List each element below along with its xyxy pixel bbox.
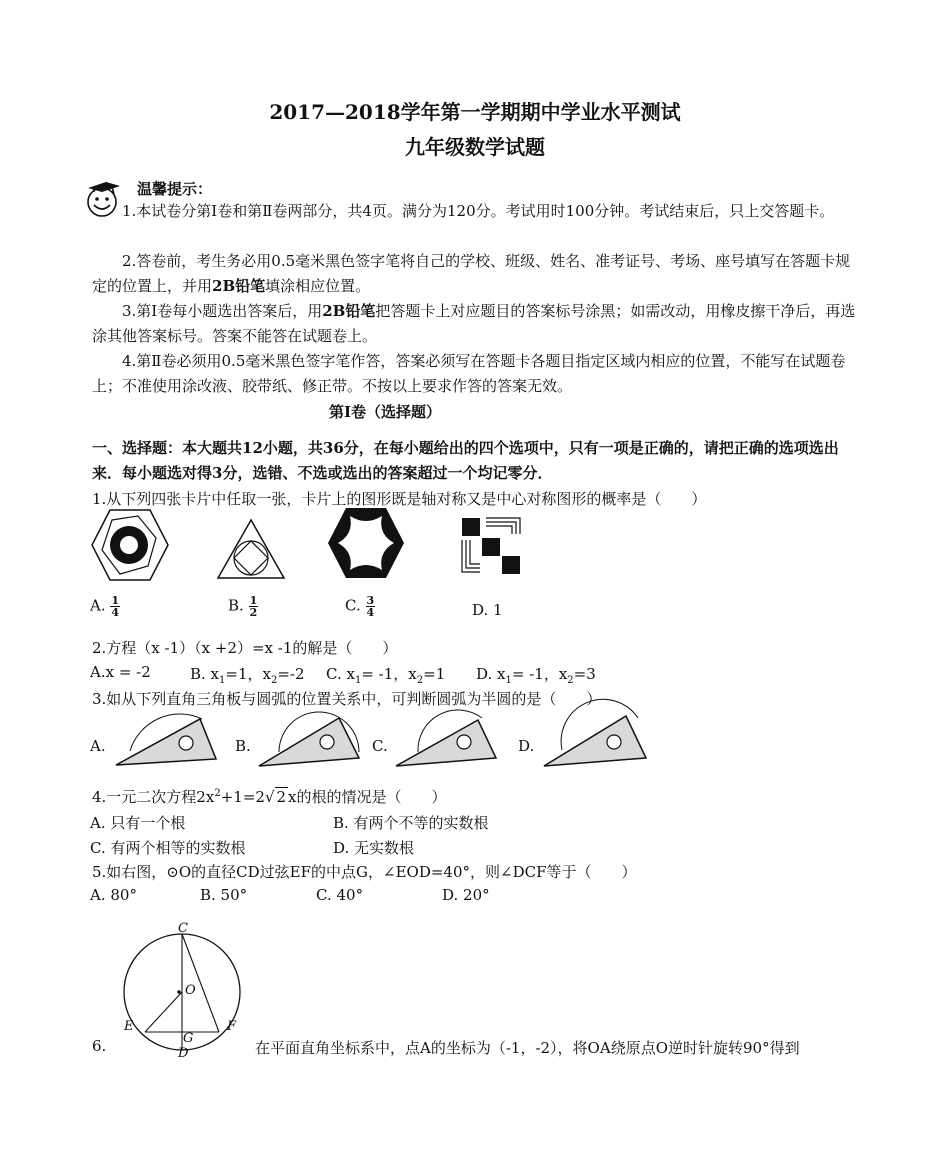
q1-option-b-label: B.	[228, 596, 244, 615]
q3-stem: 3.如从下列直角三角板与圆弧的位置关系中，可判断圆弧为半圆的是（ ）	[92, 690, 602, 708]
q4-stem-post: x的根的情况是（ ）	[288, 788, 447, 806]
card-hexagon-ring	[90, 508, 170, 582]
fraction-denominator: 4	[366, 606, 375, 619]
q3-figure-a	[112, 713, 218, 767]
fraction-denominator: 2	[249, 606, 258, 619]
q1-option-d: D. 1	[472, 601, 503, 619]
q2-option-c	[326, 663, 445, 686]
fraction-denominator: 4	[111, 606, 120, 619]
tip-1: 1.本试卷分第Ⅰ卷和第Ⅱ卷两部分，共4页。满分为120分。考试用时100分钟。考试结束后，只上交答题卡。	[122, 202, 835, 220]
subscript: 2	[270, 675, 278, 686]
q4-option-b: B. 有两个不等的实数根	[333, 814, 489, 832]
subscript: 1	[219, 675, 226, 686]
q6-number: 6.	[92, 1037, 107, 1055]
q5-option-b: B. 50°	[200, 886, 248, 904]
exam-subtitle: 九年级数学试题	[405, 135, 545, 159]
q3-figure-d	[540, 704, 652, 768]
card-hexagon-star	[326, 506, 406, 580]
q2-option-b	[190, 663, 305, 686]
q2-option-c-pre: C. x	[326, 665, 355, 683]
subscript: 2	[567, 675, 574, 686]
q2-option-a: A.x = -2	[90, 663, 151, 681]
sqrt-argument: 2	[276, 788, 287, 806]
tip-2	[92, 249, 862, 299]
q1-option-c-label: C.	[345, 596, 361, 615]
tip-4: 4.第Ⅱ卷必须用0.5毫米黑色签字笔作答，答案必须写在答题卡各题目指定区域内相应的位置，不能写在试题卷上；不准使用涂改液、胶带纸、修正带。不按以上要求作答的答案无效。	[92, 352, 846, 395]
subscript: 1	[505, 675, 512, 686]
q5-option-d: D. 20°	[442, 886, 490, 904]
tip-2-pencil: 2B铅笔	[212, 277, 266, 295]
exam-title: 2017—2018学年第一学期期中学业水平测试	[269, 100, 681, 124]
fraction-numerator: 3	[366, 594, 375, 607]
q2-option-b-post: =-2	[277, 665, 305, 683]
tip-3-tail: 把答题卡上对应题目的答案标号涂黑；如需改动，用橡皮擦干净后，再选涂其他答案标号。答案不能答在试题卷上。	[92, 302, 856, 345]
q1-option-b	[228, 595, 258, 618]
label-f: F	[227, 1019, 237, 1034]
subscript: 1	[354, 675, 362, 686]
label-e: E	[124, 1019, 134, 1034]
fraction-numerator: 1	[249, 594, 258, 607]
label-d: D	[178, 1046, 189, 1061]
q3-option-b: B.	[235, 737, 251, 755]
q3-figure-c	[392, 708, 502, 768]
q1-option-a-label: A.	[90, 596, 106, 615]
q4-option-c: C. 有两个相等的实数根	[90, 839, 246, 857]
q4-option-a: A. 只有一个根	[90, 814, 186, 832]
tip-3-text: 3.第Ⅰ卷每小题选出答案后，用	[122, 302, 323, 320]
tips-heading: 温馨提示：	[137, 180, 213, 198]
q4-stem-mid: +1=2	[220, 788, 265, 806]
label-o: O	[185, 983, 196, 998]
q4-stem: 4.一元二次方程$2x^2+1=2√$ 2 x的根的情况是（ ）	[92, 788, 447, 806]
superscript: 2	[214, 788, 221, 799]
q3-option-c: C.	[372, 737, 388, 755]
section-instruction: 一、选择题：本大题共12小题，共36分，在每小题给出的四个选项中，只有一项是正确的，请把正确的选项选出来．每小题选对得3分，选错、不选或选出的答案超过一个均记零分．	[92, 439, 839, 482]
q1-option-c	[345, 595, 375, 618]
q2-option-d-pre: D. x	[476, 665, 506, 683]
q6-stem: 在平面直角坐标系中，点A的坐标为（-1，-2），将OA绕原点O逆时针旋转90°得到	[255, 1039, 800, 1057]
subscript: 2	[416, 675, 424, 686]
q3-option-a: A.	[90, 737, 106, 755]
q3-figure-b	[255, 708, 365, 768]
q2-option-d-post: =3	[573, 665, 596, 683]
q3-option-d: D.	[518, 737, 535, 755]
q2-option-c-mid: = -1，x	[361, 665, 417, 683]
label-g: G	[183, 1031, 194, 1046]
q1-stem: 1.从下列四张卡片中任取一张，卡片上的图形既是轴对称又是中心对称图形的概率是（ ）	[92, 490, 707, 508]
label-c: C	[178, 921, 188, 936]
tip-2-text: 2.答卷前，考生务必用0.5毫米黑色签字笔将自己的学校、班级、姓名、准考证号、考场、座号填写在答题卡规定的位置上，并用	[92, 252, 851, 295]
q2-option-b-pre: B. x	[190, 665, 220, 683]
q2-option-d	[476, 663, 596, 686]
card-triangle-circle	[216, 518, 286, 580]
q4-stem-pre: 4.一元二次方程2x	[92, 788, 215, 806]
q2-option-b-mid: =1，x	[225, 665, 271, 683]
q2-stem: 2.方程（x -1）（x +2）=x -1的解是（ ）	[92, 639, 398, 657]
q5-option-a: A. 80°	[90, 886, 137, 904]
q2-option-c-post: =1	[423, 665, 446, 683]
q1-option-b-fraction	[249, 595, 259, 618]
section-title: 第Ⅰ卷（选择题）	[329, 403, 442, 421]
q5-option-c: C. 40°	[316, 886, 364, 904]
q2-option-d-mid: = -1，x	[511, 665, 568, 683]
card-squares-pattern	[458, 514, 524, 576]
q1-option-a	[90, 595, 120, 618]
tip-2-tail: 填涂相应位置。	[265, 277, 371, 295]
q1-option-c-fraction	[366, 595, 376, 618]
q5-stem: 5.如右图，⊙O的直径CD过弦EF的中点G，∠EOD=40°，则∠DCF等于（ ）	[92, 863, 637, 881]
tip-3	[92, 299, 862, 349]
q4-option-d: D. 无实数根	[333, 839, 415, 857]
fraction-numerator: 1	[111, 594, 120, 607]
tip-3-pencil: 2B铅笔	[322, 302, 376, 320]
q1-option-a-fraction	[110, 595, 120, 618]
